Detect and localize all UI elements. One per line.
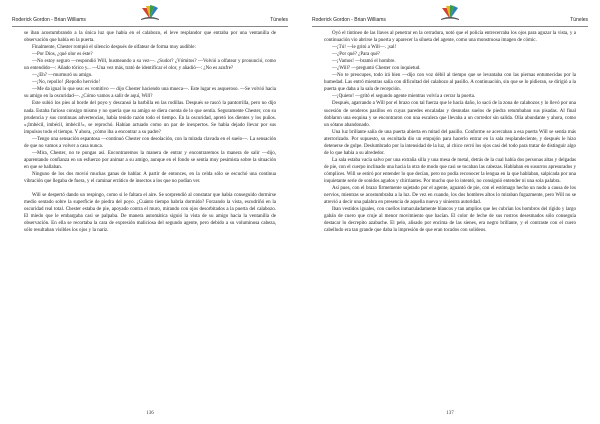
left-page-number: 136 — [146, 411, 154, 416]
paragraph: —Tengo una sensación espantosa —continuó Chester con desolación, con la mirada clavada en el suelo—. La sensación de que no vamos a volver a casa nunca. — [24, 136, 276, 149]
right-header-author: Roderick Gordon - Brian Williams — [312, 17, 386, 23]
book-logo-icon — [138, 4, 162, 22]
right-body-text — [324, 30, 576, 234]
left-header-title: Túneles — [270, 17, 288, 23]
right-header-rule — [312, 26, 588, 27]
right-page-number: 137 — [446, 411, 454, 416]
paragraph: Así pues, con el brazo firmemente sujetado por el agente, aguantó de pie, con el estómago hecho un nudo a causa de los nervios, mientras se acostumbraba a la luz. De vez en cuando, los dos hombres altos lo miraban fugazmente, pero Will no se atrevió a decir una palabra en presencia de aquella nueva y siniestra autoridad. — [324, 186, 576, 206]
paragraph: —Por Dios, ¿qué olor es éste? — [32, 52, 93, 58]
paragraph: Una luz brillante salía de una puerta abierta en mitad del pasillo. Conforme se acercaban a esa puerta Will se sentía más aterrorizado. Por supuesto, su escoltada dio un empujón para hacerlo entrar en la sala resplandeciente, y después le hizo detenerse de golpe. Deslumbrado por la intensidad de la luz, al chico cerró los ojos casi del todo para tratar de distinguir algo de lo que había a su alrededor. — [324, 129, 576, 156]
left-header-author: Roderick Gordon - Brian Williams — [12, 17, 86, 23]
paragraph: Iban vestidos iguales, con cuellos inmaculadamente blancos y tan amplios que les cubrían los hombros del rígido y largo gabán de cuero que cruje al menor movimiento que hacían. El color de leche de sus rostros desesmados sólo conseguía destacar lo decrepito azabache. El pelo, alisado por encima de las sienes, era negro brillante, y el contraste con el cuero cabelludo era tan grande que daba la impresión de que eran tocados con solideos. — [324, 207, 576, 234]
left-header-rule — [12, 26, 288, 27]
paragraph: Ninguno de los dos movió muchas ganas de hablar. A partir de entonces, en la celda sólo se escuchó una continua vibración que llegaba de fuera, y el caminar errático de insectos a los que no podían ver. — [24, 171, 276, 184]
paragraph: —¡Quieto! —gritó el segundo agente mientras volvía a cerrar la puerta. — [332, 94, 476, 100]
paragraph: —¿Will? —preguntó Chester con inquietud. — [332, 66, 421, 72]
paragraph: —¿Eh? —murmuró su amigo. — [32, 73, 93, 79]
paragraph: —No estoy seguro —respondió Will, husmeando a su vez—. ¿Sudor? ¿Vómitos? —Volvió a olfatear y pronunció, como un entendido—: Añado tórico y... —Una vez más, trató de identificar el olor, y añadió—: ¿No es azufre? — [24, 59, 276, 72]
right-page — [300, 0, 600, 424]
paragraph: Finalmente, Chester rompió el silencio después de olfatear de forma muy audible: — [32, 45, 196, 51]
paragraph: Este subió los pies al borde del poyo y descansó la barbilla en las rodillas. Después se rascó la pantorrilla, pero no dijo nada. Estaba furioso consigo mismo y no quería que su amigo se diera cuenta de lo que sentía. Seguramente Chester, con su prudencia y sus continuas advertencias, había tenido razón todo el tiempo. En la oscuridad, apretó los dientes y los puños. «¡Imbécil, imbécil, imbécil!», se reprochó. Habían actuado como un par de inexpertos. Se había dejado llevar por sus impulsos todo el tiempo. Y ahora, ¿cómo iba a encontrar a su padre? — [24, 101, 276, 135]
paragraph: —¡No, repollo! ¡Repollo hervido! — [32, 80, 101, 86]
paragraph: —¡Vamos! —bramó el hombre. — [332, 59, 396, 65]
paragraph: Oyó el tintineo de las llaves al penetrar en la cerradura, notó que el policía entrecerraba los ojos para aguzar la vista, y a continuación vio abrirse la puerta y aparecer la silueta del agente, como una monstruosa imagen de cómic. — [324, 31, 576, 44]
book-logo-icon — [438, 4, 462, 22]
paragraph: —¿Por qué? ¿Para qué? — [332, 52, 380, 58]
left-body-text — [24, 30, 276, 234]
paragraph: —Mira, Chester, no te pongas así. Encontraremos la manera de entrar y encontraremos la manera de salir —dijo, aparentando confianza en un esfuerzo por animar a su amigo, aunque en el fondo se sentía muy pesimista sobre la situación en que se hallaban. — [24, 150, 276, 170]
paragraph: —Me da igual lo que sea: es vomitivo — dijo Chester haciendo una mueca—. Este lugar es asqueroso. —Se volvió hacia su amigo en la oscuridad—. ¿Cómo vamos a salir de aquí, Will? — [24, 87, 276, 100]
right-header-title: Túneles — [570, 17, 588, 23]
paragraph: La sala estaba vacía salvo por una extraña silla y una mesa de metal, detrás de la cual había dos personas altas y delgadas de pie, con el cuerpo inclinado una hacia la otra de modo que casi se tocaban las cabezas. Hablaban en susurros apresurados y cómplices. Will se estiró por entender lo que decían, pero no podía reconocer la lengua en la que hablaban, salpicada por una inquietante serie de sonidos agudos y chirriantes. Por mucho que lo intentó, no consiguió entender ni una sola palabra. — [324, 157, 576, 184]
paragraph: —No te preocupes, todo irá bien —dijo con voz débil al tiempo que se levantaba con las piernas entumecidas por la humedad. Las entró mientras salía con dificultad del calabozo al pasillo. A continuación, sin que se lo pidieran, se dirigió a la puerta que daba a la sala de recepción. — [324, 73, 576, 93]
paragraph: se iban acostumbrando a la única luz que había en el calabozo, el leve resplandor que entraba por una ventanilla de observación que había en la puerta. — [24, 31, 276, 44]
paragraph: Después, agarrando a Will por el brazo con tal fuerza que le hacía daño, lo sacó de la zona de calabozos y lo llevó por una sucesión de senderos pasillos en cuyas paredes encaladas y desnudas suelos de piedra retumbaban sus pisadas. Al final doblaron una esquina y se encontraron con una escalera que llevaba a un corredor sin salida. Olía abundante y ahora, como un sótano abandonado. — [324, 101, 576, 128]
paragraph: Will se despertó dando un respingo, como si le faltara el aire. Se sorprendió al constatar que había conseguido dormirse medio sentado sobre la superficie de piedra del poyo. ¿Cuánto tiempo habría dormido? Forzando la vista, escudriñó en la oscuridad real total. Chester estaba de pie, apoyado contra el muro, mirando con ojos desorbitados a la puerta del calabozo. El miedo que le embargaba casi se palpaba. De manera automática siguió la vista de su amigo hacia la ventanilla de observación. En ella se recortaba la cara de expresión maliciosa del segundo agente, pero debido a su voluminosa cabeza, sólo resultaban visibles los ojos y la nariz. — [24, 193, 276, 234]
paragraph: —¡Tú! —le gritó a Will—. ¡sal! — [332, 45, 397, 51]
